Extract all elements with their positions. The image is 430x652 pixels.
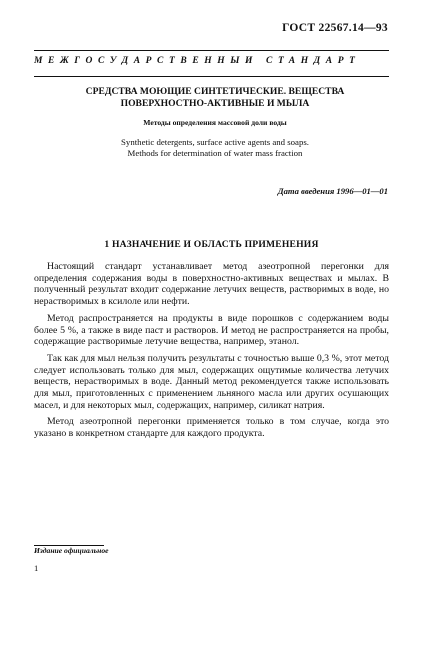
section-heading: 1 НАЗНАЧЕНИЕ И ОБЛАСТЬ ПРИМЕНЕНИЯ xyxy=(104,239,319,250)
subtitle-ru: Методы определения массовой доли воды xyxy=(143,118,287,127)
official-edition-label: Издание официальное xyxy=(34,546,109,555)
title-en-line-2: Methods for determination of water mass fraction xyxy=(127,148,303,158)
paragraph: Метод азеотропной перегонки применяется только в том случае, когда это указано в конкретном стандарте для каждого продукта. xyxy=(34,416,389,440)
interstate-standard-label: МЕЖГОСУДАРСТВЕННЫЙ СТАНДАРТ xyxy=(34,56,361,66)
title-ru xyxy=(50,86,380,109)
gost-number: ГОСТ 22567.14—93 xyxy=(282,22,388,34)
title-block xyxy=(50,86,380,159)
title-en-line-1: Synthetic detergents, surface active agents and soaps. xyxy=(121,137,309,147)
header-rule-top xyxy=(34,50,389,51)
title-en xyxy=(50,137,380,159)
title-ru-line-2: ПОВЕРХНОСТНО-АКТИВНЫЕ И МЫЛА xyxy=(120,97,310,109)
title-ru-line-1: СРЕДСТВА МОЮЩИЕ СИНТЕТИЧЕСКИЕ. ВЕЩЕСТВА xyxy=(85,86,345,97)
paragraph: Настоящий стандарт устанавливает метод азеотропной перегонки для определения содержания воды в поверхностно-активных веществах и мылах. В полученный результат входит содержание летучих веществ, растворимых в воде, но нерастворимых в ксилоле или нефти. xyxy=(34,261,389,308)
paragraph: Метод распространяется на продукты в виде порошков с содержанием воды более 5 %, а также в виде паст и растворов. И метод не распространяется на пробы, содержащие растворимые летучие вещества, например, этанол. xyxy=(34,312,389,348)
section-body xyxy=(34,261,389,445)
header-rule-bottom xyxy=(34,76,389,77)
paragraph: Так как для мыл нельзя получить результаты с точностью выше 0,3 %, этот метод следует использовать только для мыл, содержащих ощутимые количества летучих веществ, нерастворимых в воде. Данный метод рекомендуется также использовать для мыл, приготовленных с применением льняного масла или других осушающих масел, и для некоторых мыл, содержащих, например, силикат натрия. xyxy=(34,352,389,411)
page-number: 1 xyxy=(34,563,39,573)
introduction-date: Дата введения 1996—01—01 xyxy=(277,186,388,196)
